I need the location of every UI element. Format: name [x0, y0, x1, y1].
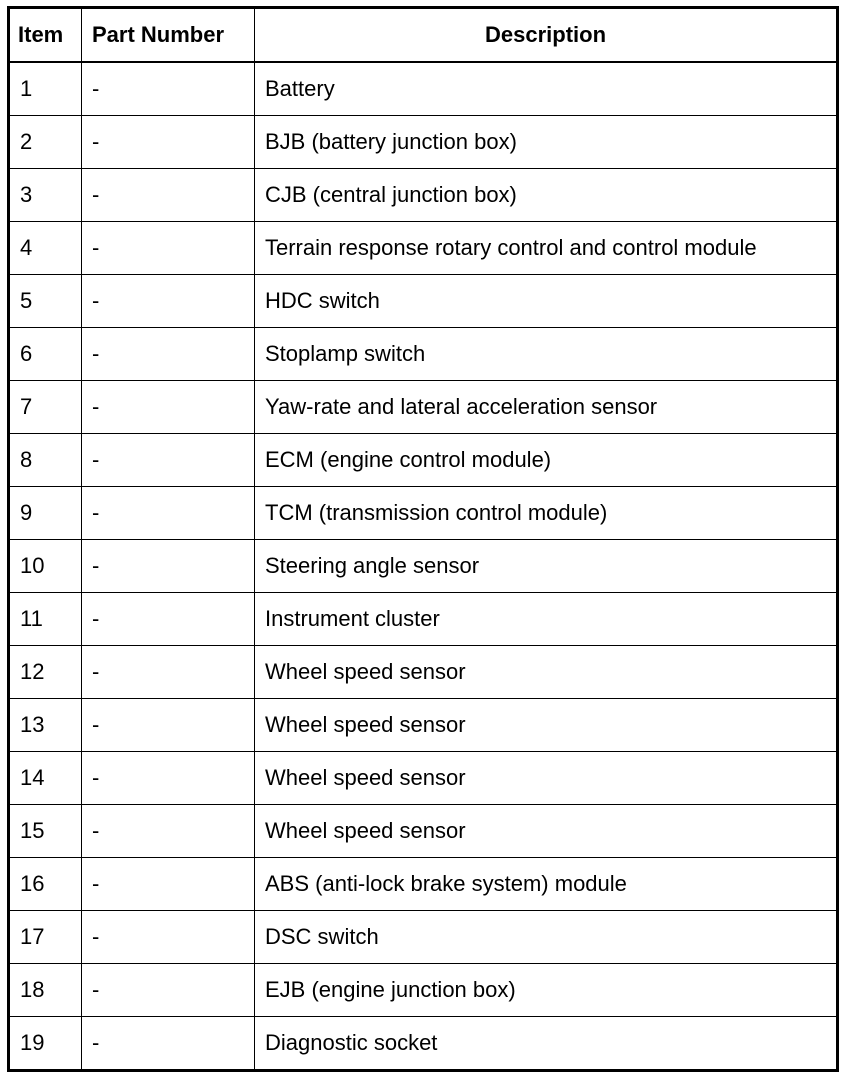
description-cell: Stoplamp switch: [255, 328, 838, 381]
description-cell: DSC switch: [255, 911, 838, 964]
description-cell: CJB (central junction box): [255, 169, 838, 222]
description-cell: ABS (anti-lock brake system) module: [255, 858, 838, 911]
description-cell: Steering angle sensor: [255, 540, 838, 593]
description-cell: EJB (engine junction box): [255, 964, 838, 1017]
description-cell: Wheel speed sensor: [255, 699, 838, 752]
description-cell: Wheel speed sensor: [255, 805, 838, 858]
item-cell: 12: [9, 646, 82, 699]
item-cell: 13: [9, 699, 82, 752]
part-number-cell: -: [82, 964, 255, 1017]
item-cell: 2: [9, 116, 82, 169]
item-cell: 8: [9, 434, 82, 487]
item-cell: 7: [9, 381, 82, 434]
item-cell: 11: [9, 593, 82, 646]
item-cell: 15: [9, 805, 82, 858]
table-row: [9, 169, 838, 222]
table-row: [9, 116, 838, 169]
table-row: [9, 964, 838, 1017]
part-number-cell: -: [82, 752, 255, 805]
part-number-cell: -: [82, 169, 255, 222]
description-cell: Wheel speed sensor: [255, 646, 838, 699]
table-row: [9, 805, 838, 858]
part-number-cell: -: [82, 116, 255, 169]
description-cell: Yaw-rate and lateral acceleration sensor: [255, 381, 838, 434]
description-cell: BJB (battery junction box): [255, 116, 838, 169]
item-cell: 4: [9, 222, 82, 275]
item-cell: 9: [9, 487, 82, 540]
table-row: [9, 540, 838, 593]
description-cell: Wheel speed sensor: [255, 752, 838, 805]
item-cell: 1: [9, 62, 82, 116]
part-number-cell: -: [82, 381, 255, 434]
part-number-cell: -: [82, 275, 255, 328]
part-number-cell: -: [82, 540, 255, 593]
part-number-cell: -: [82, 805, 255, 858]
item-cell: 14: [9, 752, 82, 805]
part-number-cell: -: [82, 646, 255, 699]
table-row: [9, 699, 838, 752]
item-cell: 5: [9, 275, 82, 328]
part-number-cell: -: [82, 328, 255, 381]
table-body: [9, 62, 838, 1071]
part-number-cell: -: [82, 858, 255, 911]
item-cell: 6: [9, 328, 82, 381]
item-cell: 18: [9, 964, 82, 1017]
table-row: [9, 1017, 838, 1071]
item-cell: 19: [9, 1017, 82, 1071]
table-row: [9, 911, 838, 964]
item-cell: 17: [9, 911, 82, 964]
table-row: [9, 434, 838, 487]
column-header-description: Description: [255, 8, 838, 63]
part-number-cell: -: [82, 487, 255, 540]
part-number-cell: -: [82, 434, 255, 487]
part-number-cell: -: [82, 1017, 255, 1071]
description-cell: ECM (engine control module): [255, 434, 838, 487]
description-cell: TCM (transmission control module): [255, 487, 838, 540]
table-row: [9, 381, 838, 434]
column-header-part-number: Part Number: [82, 8, 255, 63]
table-row: [9, 593, 838, 646]
description-cell: Terrain response rotary control and control module: [255, 222, 838, 275]
item-cell: 10: [9, 540, 82, 593]
description-cell: Instrument cluster: [255, 593, 838, 646]
parts-table: [7, 6, 839, 1072]
table-row: [9, 858, 838, 911]
table-row: [9, 222, 838, 275]
part-number-cell: -: [82, 222, 255, 275]
item-cell: 3: [9, 169, 82, 222]
item-cell: 16: [9, 858, 82, 911]
description-cell: HDC switch: [255, 275, 838, 328]
header-row: [9, 8, 838, 63]
part-number-cell: -: [82, 62, 255, 116]
table-row: [9, 275, 838, 328]
description-cell: Diagnostic socket: [255, 1017, 838, 1071]
part-number-cell: -: [82, 911, 255, 964]
description-cell: Battery: [255, 62, 838, 116]
column-header-item: Item: [9, 8, 82, 63]
table-row: [9, 328, 838, 381]
table-row: [9, 646, 838, 699]
table-row: [9, 752, 838, 805]
part-number-cell: -: [82, 593, 255, 646]
table-row: [9, 487, 838, 540]
part-number-cell: -: [82, 699, 255, 752]
table-row: [9, 62, 838, 116]
